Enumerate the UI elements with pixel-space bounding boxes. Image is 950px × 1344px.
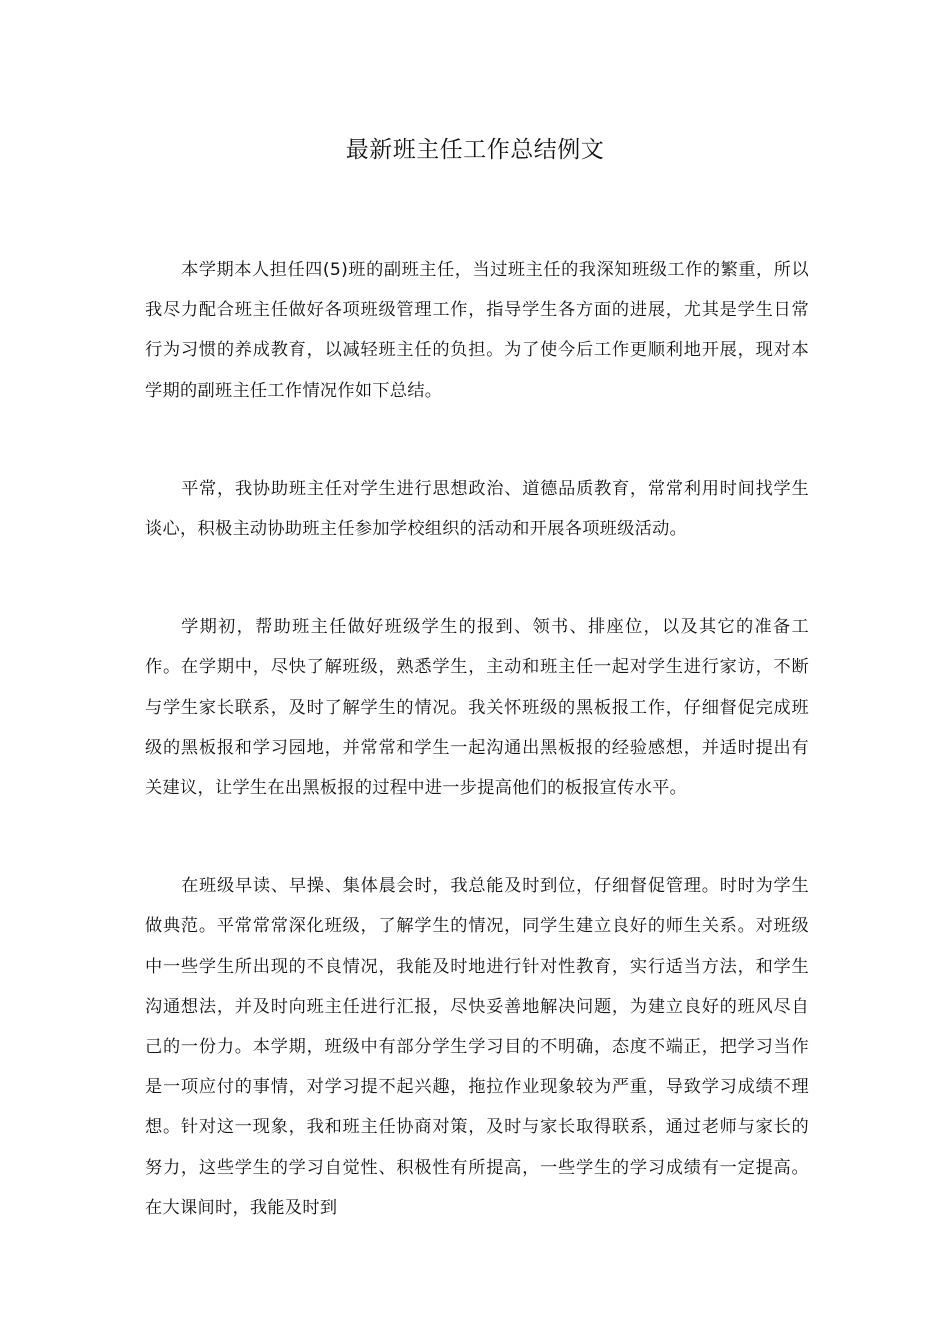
paragraph-3: 学期初，帮助班主任做好班级学生的报到、领书、排座位，以及其它的准备工作。在学期中，尽快了解班级，熟悉学生，主动和班主任一起对学生进行家访，不断与学生家长联系，及时了解学生的情况。我关怀班级的黑板报工作，仔细督促完成班级的黑板报和学习园地，并常常和学生一起沟通出黑板报的经验感想，并适时提出有关建议，让学生在出黑板报的过程中进一步提高他们的板报宣传水平。 [145,617,809,799]
paragraph-1: 本学期本人担任四(5)班的副班主任，当过班主任的我深知班级工作的繁重，所以我尽力配合班主任做好各项班级管理工作，指导学生各方面的进展，尤其是学生日常行为习惯的养成教育，以减轻班主任的负担。为了使今后工作更顺利地开展，现对本学期的副班主任工作情况作如下总结。 [145,260,809,401]
paragraph-2: 平常，我协助班主任对学生进行思想政治、道德品质教育，常常利用时间找学生谈心，积极主动协助班主任参加学校组织的活动和开展各项班级活动。 [145,478,809,540]
document-title: 最新班主任工作总结例文 [345,137,605,163]
document-body [145,250,809,1286]
paragraph-4: 在班级早读、早操、集体晨会时，我总能及时到位，仔细督促管理。时时为学生做典范。平常常常深化班级，了解学生的情况，同学生建立良好的师生关系。对班级中一些学生所出现的不良情况，我能及时地进行针对性教育，实行适当方法，和学生沟通想法，并及时向班主任进行汇报，尽快妥善地解决问题，为建立良好的班风尽自己的一份力。本学期，班级中有部分学生学习目的不明确，态度不端正，把学习当作是一项应付的事情，对学习提不起兴趣，拖拉作业现象较为严重，导致学习成绩不理想。针对这一现象，我和班主任协商对策，及时与家长取得联系，通过老师与家长的努力，这些学生的学习自觉性、积极性有所提高，一些学生的学习成绩有一定提高。在大课间时，我能及时到 [145,876,809,1218]
